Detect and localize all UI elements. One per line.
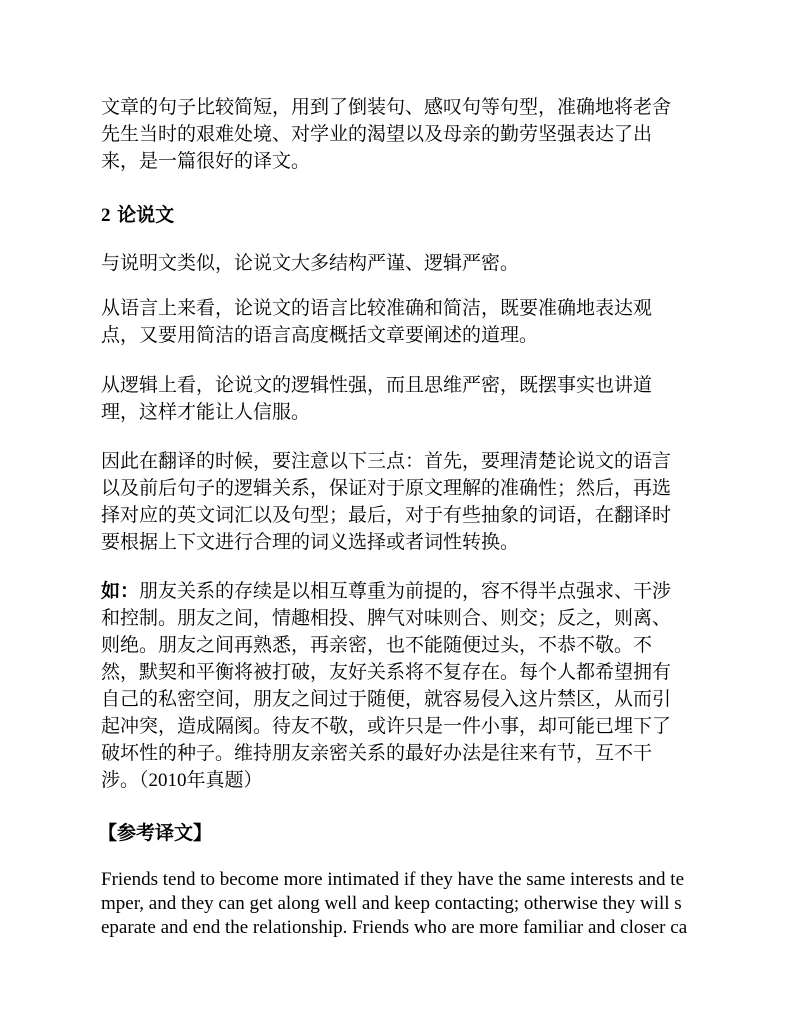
text-line: 以及前后句子的逻辑关系，保证对于原文理解的准确性；然后，再选 — [101, 477, 672, 499]
text-line: 理，这样才能让人信服。 — [101, 401, 311, 423]
text-line: 和控制。朋友之间，情趣相投、脾气对味则合、则交；反之，则离、 — [101, 607, 672, 629]
example-label: 如： — [101, 580, 140, 602]
paragraph-translation-tips — [101, 448, 701, 556]
example-passage — [101, 578, 701, 794]
text-line: 从语言上来看，论说文的语言比较准确和简洁，既要准确地表达观 — [101, 297, 653, 319]
paragraph-summary — [101, 94, 701, 175]
text-line: 朋友关系的存续是以相互尊重为前提的，容不得半点强求、干涉 — [139, 580, 672, 602]
text-line: eparate and end the relationship. Friends who are more familiar and closer ca — [101, 917, 688, 938]
english-translation — [101, 868, 721, 940]
text-line: 因此在翻译的时候，要注意以下三点：首先，要理清楚论说文的语言 — [101, 450, 672, 472]
text-line: 破坏性的种子。维持朋友亲密关系的最好办法是往来有节，互不干 — [101, 742, 653, 764]
text-line: 年真题） — [186, 769, 263, 791]
paragraph-intro — [101, 250, 701, 277]
text-line: 先生当时的艰难处境、对学业的渴望以及母亲的勤劳坚强表达了出 — [101, 123, 653, 145]
text-line: 然，默契和平衡将被打破，友好关系将不复存在。每个人都希望拥有 — [101, 661, 672, 683]
paragraph-language — [101, 295, 701, 349]
text-line: 起冲突，造成隔阂。待友不敬，或许只是一件小事，却可能已埋下了 — [101, 715, 672, 737]
text-line: 来，是一篇很好的译文。 — [101, 150, 311, 172]
text-line: 涉。（ — [101, 769, 149, 791]
text-line: 择对应的英文词汇以及句型；最后，对于有些抽象的词语，在翻译时 — [101, 504, 672, 526]
reference-translation-heading: 【参考译文】 — [98, 822, 213, 844]
text-line: mper, and they can get along well and keep contacting; otherwise they will s — [101, 893, 682, 914]
text-line: 要根据上下文进行合理的词义选择或者词性转换。 — [101, 531, 520, 553]
text-line: 自己的私密空间，朋友之间过于随便，就容易侵入这片禁区，从而引 — [101, 688, 672, 710]
section-heading — [101, 202, 701, 229]
exam-year: 2010 — [148, 770, 187, 791]
text-line: 点，又要用简洁的语言高度概括文章要阐述的道理。 — [101, 324, 539, 346]
text-line: 则绝。朋友之间再熟悉，再亲密，也不能随便过头，不恭不敬。不 — [101, 634, 653, 656]
text-line: 从逻辑上看，论说文的逻辑性强，而且思维严密，既摆事实也讲道 — [101, 374, 653, 396]
section-number: 2 — [101, 205, 111, 226]
section-title: 论说文 — [117, 204, 175, 226]
text-line: Friends tend to become more intimated if they have the same interests and te — [101, 869, 685, 890]
text-line: 与说明文类似，论说文大多结构严谨、逻辑严密。 — [101, 252, 520, 274]
paragraph-logic — [101, 372, 701, 426]
text-line: 文章的句子比较简短，用到了倒装句、感叹句等句型，准确地将老舍 — [101, 96, 672, 118]
